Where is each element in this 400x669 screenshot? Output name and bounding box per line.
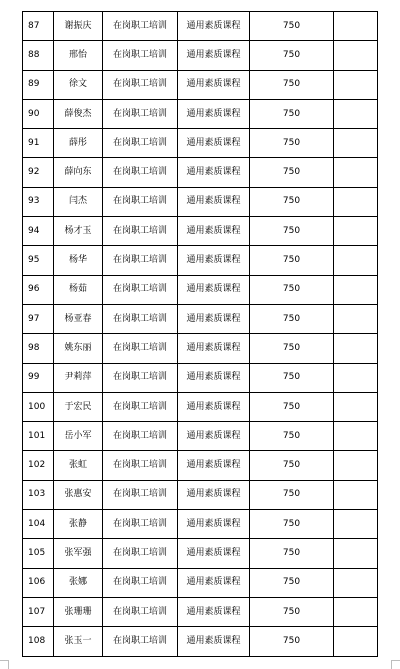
cell-course: 通用素质课程 bbox=[178, 41, 250, 70]
cell-number: 103 bbox=[23, 480, 54, 509]
cell-course: 通用素质课程 bbox=[178, 363, 250, 392]
cell-number: 93 bbox=[23, 187, 54, 216]
table-row bbox=[23, 187, 378, 216]
cell-number: 90 bbox=[23, 99, 54, 128]
cell-course: 通用素质课程 bbox=[178, 129, 250, 158]
table-row bbox=[23, 70, 378, 99]
cell-number: 104 bbox=[23, 510, 54, 539]
cell-number: 91 bbox=[23, 129, 54, 158]
table-row bbox=[23, 12, 378, 41]
cell-note bbox=[334, 12, 378, 41]
cell-note bbox=[334, 363, 378, 392]
cell-amount: 750 bbox=[250, 129, 334, 158]
cell-amount: 750 bbox=[250, 304, 334, 333]
cell-amount: 750 bbox=[250, 275, 334, 304]
cell-number: 98 bbox=[23, 334, 54, 363]
cell-training-type: 在岗职工培训 bbox=[103, 217, 178, 246]
cell-amount: 750 bbox=[250, 334, 334, 363]
cell-note bbox=[334, 129, 378, 158]
cell-name: 闫杰 bbox=[54, 187, 103, 216]
table-row bbox=[23, 422, 378, 451]
table-row bbox=[23, 363, 378, 392]
cell-name: 尹莉萍 bbox=[54, 363, 103, 392]
cell-number: 99 bbox=[23, 363, 54, 392]
cell-training-type: 在岗职工培训 bbox=[103, 510, 178, 539]
cell-course: 通用素质课程 bbox=[178, 597, 250, 626]
cell-name: 杨茹 bbox=[54, 275, 103, 304]
cell-training-type: 在岗职工培训 bbox=[103, 246, 178, 275]
cell-training-type: 在岗职工培训 bbox=[103, 12, 178, 41]
cell-amount: 750 bbox=[250, 70, 334, 99]
table-row bbox=[23, 627, 378, 656]
cell-note bbox=[334, 422, 378, 451]
table-row bbox=[23, 158, 378, 187]
cell-name: 薛向东 bbox=[54, 158, 103, 187]
cell-number: 107 bbox=[23, 597, 54, 626]
cell-amount: 750 bbox=[250, 597, 334, 626]
cell-training-type: 在岗职工培训 bbox=[103, 392, 178, 421]
cell-name: 张军强 bbox=[54, 539, 103, 568]
cell-training-type: 在岗职工培训 bbox=[103, 539, 178, 568]
cell-name: 杨才玉 bbox=[54, 217, 103, 246]
cell-note bbox=[334, 334, 378, 363]
cell-note bbox=[334, 480, 378, 509]
cell-training-type: 在岗职工培训 bbox=[103, 334, 178, 363]
cell-training-type: 在岗职工培训 bbox=[103, 422, 178, 451]
cell-training-type: 在岗职工培训 bbox=[103, 451, 178, 480]
cell-number: 106 bbox=[23, 568, 54, 597]
cell-number: 87 bbox=[23, 12, 54, 41]
table-row bbox=[23, 510, 378, 539]
cell-course: 通用素质课程 bbox=[178, 334, 250, 363]
cell-course: 通用素质课程 bbox=[178, 304, 250, 333]
cell-number: 101 bbox=[23, 422, 54, 451]
cell-note bbox=[334, 451, 378, 480]
cell-note bbox=[334, 304, 378, 333]
cell-note bbox=[334, 41, 378, 70]
cell-name: 张娜 bbox=[54, 568, 103, 597]
cell-course: 通用素质课程 bbox=[178, 568, 250, 597]
cell-note bbox=[334, 627, 378, 656]
cell-note bbox=[334, 539, 378, 568]
cell-course: 通用素质课程 bbox=[178, 422, 250, 451]
cell-course: 通用素质课程 bbox=[178, 246, 250, 275]
cell-amount: 750 bbox=[250, 217, 334, 246]
table-row bbox=[23, 99, 378, 128]
cell-amount: 750 bbox=[250, 451, 334, 480]
cell-name: 岳小军 bbox=[54, 422, 103, 451]
cell-amount: 750 bbox=[250, 422, 334, 451]
table-row bbox=[23, 568, 378, 597]
cell-training-type: 在岗职工培训 bbox=[103, 363, 178, 392]
cell-note bbox=[334, 187, 378, 216]
cell-training-type: 在岗职工培训 bbox=[103, 627, 178, 656]
table-row bbox=[23, 539, 378, 568]
table-row bbox=[23, 451, 378, 480]
table-body bbox=[23, 12, 378, 657]
cell-number: 95 bbox=[23, 246, 54, 275]
cell-amount: 750 bbox=[250, 392, 334, 421]
cell-course: 通用素质课程 bbox=[178, 539, 250, 568]
cell-course: 通用素质课程 bbox=[178, 158, 250, 187]
cell-amount: 750 bbox=[250, 12, 334, 41]
cell-course: 通用素质课程 bbox=[178, 70, 250, 99]
table-row bbox=[23, 480, 378, 509]
cell-training-type: 在岗职工培训 bbox=[103, 129, 178, 158]
cell-number: 94 bbox=[23, 217, 54, 246]
cell-name: 张虹 bbox=[54, 451, 103, 480]
cell-training-type: 在岗职工培训 bbox=[103, 158, 178, 187]
cell-number: 96 bbox=[23, 275, 54, 304]
cell-training-type: 在岗职工培训 bbox=[103, 304, 178, 333]
cell-amount: 750 bbox=[250, 510, 334, 539]
cell-course: 通用素质课程 bbox=[178, 12, 250, 41]
cell-amount: 750 bbox=[250, 480, 334, 509]
cell-name: 谢振庆 bbox=[54, 12, 103, 41]
cell-note bbox=[334, 217, 378, 246]
cell-name: 于宏民 bbox=[54, 392, 103, 421]
cell-note bbox=[334, 99, 378, 128]
cell-training-type: 在岗职工培训 bbox=[103, 99, 178, 128]
cell-name: 张惠安 bbox=[54, 480, 103, 509]
cell-amount: 750 bbox=[250, 158, 334, 187]
cell-amount: 750 bbox=[250, 539, 334, 568]
cell-name: 徐文 bbox=[54, 70, 103, 99]
cell-training-type: 在岗职工培训 bbox=[103, 480, 178, 509]
cell-name: 薛俊杰 bbox=[54, 99, 103, 128]
training-roster-table bbox=[22, 11, 378, 657]
cell-name: 张珊珊 bbox=[54, 597, 103, 626]
cell-amount: 750 bbox=[250, 41, 334, 70]
cell-amount: 750 bbox=[250, 246, 334, 275]
cell-amount: 750 bbox=[250, 99, 334, 128]
cell-name: 张静 bbox=[54, 510, 103, 539]
table-row bbox=[23, 217, 378, 246]
cell-course: 通用素质课程 bbox=[178, 392, 250, 421]
cell-number: 102 bbox=[23, 451, 54, 480]
table-row bbox=[23, 246, 378, 275]
cell-name: 杨华 bbox=[54, 246, 103, 275]
cell-number: 92 bbox=[23, 158, 54, 187]
cell-course: 通用素质课程 bbox=[178, 451, 250, 480]
cell-name: 杨亚春 bbox=[54, 304, 103, 333]
cell-number: 97 bbox=[23, 304, 54, 333]
cell-note bbox=[334, 392, 378, 421]
cell-number: 108 bbox=[23, 627, 54, 656]
cell-training-type: 在岗职工培训 bbox=[103, 41, 178, 70]
cell-name: 张玉一 bbox=[54, 627, 103, 656]
cell-number: 105 bbox=[23, 539, 54, 568]
cell-course: 通用素质课程 bbox=[178, 627, 250, 656]
cell-training-type: 在岗职工培训 bbox=[103, 597, 178, 626]
cell-name: 姚东丽 bbox=[54, 334, 103, 363]
cell-course: 通用素质课程 bbox=[178, 480, 250, 509]
cell-note bbox=[334, 70, 378, 99]
cell-number: 88 bbox=[23, 41, 54, 70]
table-row bbox=[23, 392, 378, 421]
table-row bbox=[23, 334, 378, 363]
cell-name: 邢怡 bbox=[54, 41, 103, 70]
cell-note bbox=[334, 246, 378, 275]
cell-amount: 750 bbox=[250, 627, 334, 656]
cell-name: 薛彤 bbox=[54, 129, 103, 158]
cell-training-type: 在岗职工培训 bbox=[103, 568, 178, 597]
table-row bbox=[23, 304, 378, 333]
cell-note bbox=[334, 597, 378, 626]
cell-amount: 750 bbox=[250, 568, 334, 597]
cell-number: 89 bbox=[23, 70, 54, 99]
cell-training-type: 在岗职工培训 bbox=[103, 70, 178, 99]
cell-course: 通用素质课程 bbox=[178, 510, 250, 539]
table-row bbox=[23, 129, 378, 158]
table-row bbox=[23, 275, 378, 304]
cell-course: 通用素质课程 bbox=[178, 99, 250, 128]
cell-training-type: 在岗职工培训 bbox=[103, 275, 178, 304]
cell-amount: 750 bbox=[250, 187, 334, 216]
cell-course: 通用素质课程 bbox=[178, 187, 250, 216]
table-row bbox=[23, 597, 378, 626]
cell-number: 100 bbox=[23, 392, 54, 421]
cell-note bbox=[334, 275, 378, 304]
cell-note bbox=[334, 510, 378, 539]
table-row bbox=[23, 41, 378, 70]
cell-course: 通用素质课程 bbox=[178, 275, 250, 304]
cell-note bbox=[334, 568, 378, 597]
cell-training-type: 在岗职工培训 bbox=[103, 187, 178, 216]
cell-note bbox=[334, 158, 378, 187]
cell-course: 通用素质课程 bbox=[178, 217, 250, 246]
cell-amount: 750 bbox=[250, 363, 334, 392]
